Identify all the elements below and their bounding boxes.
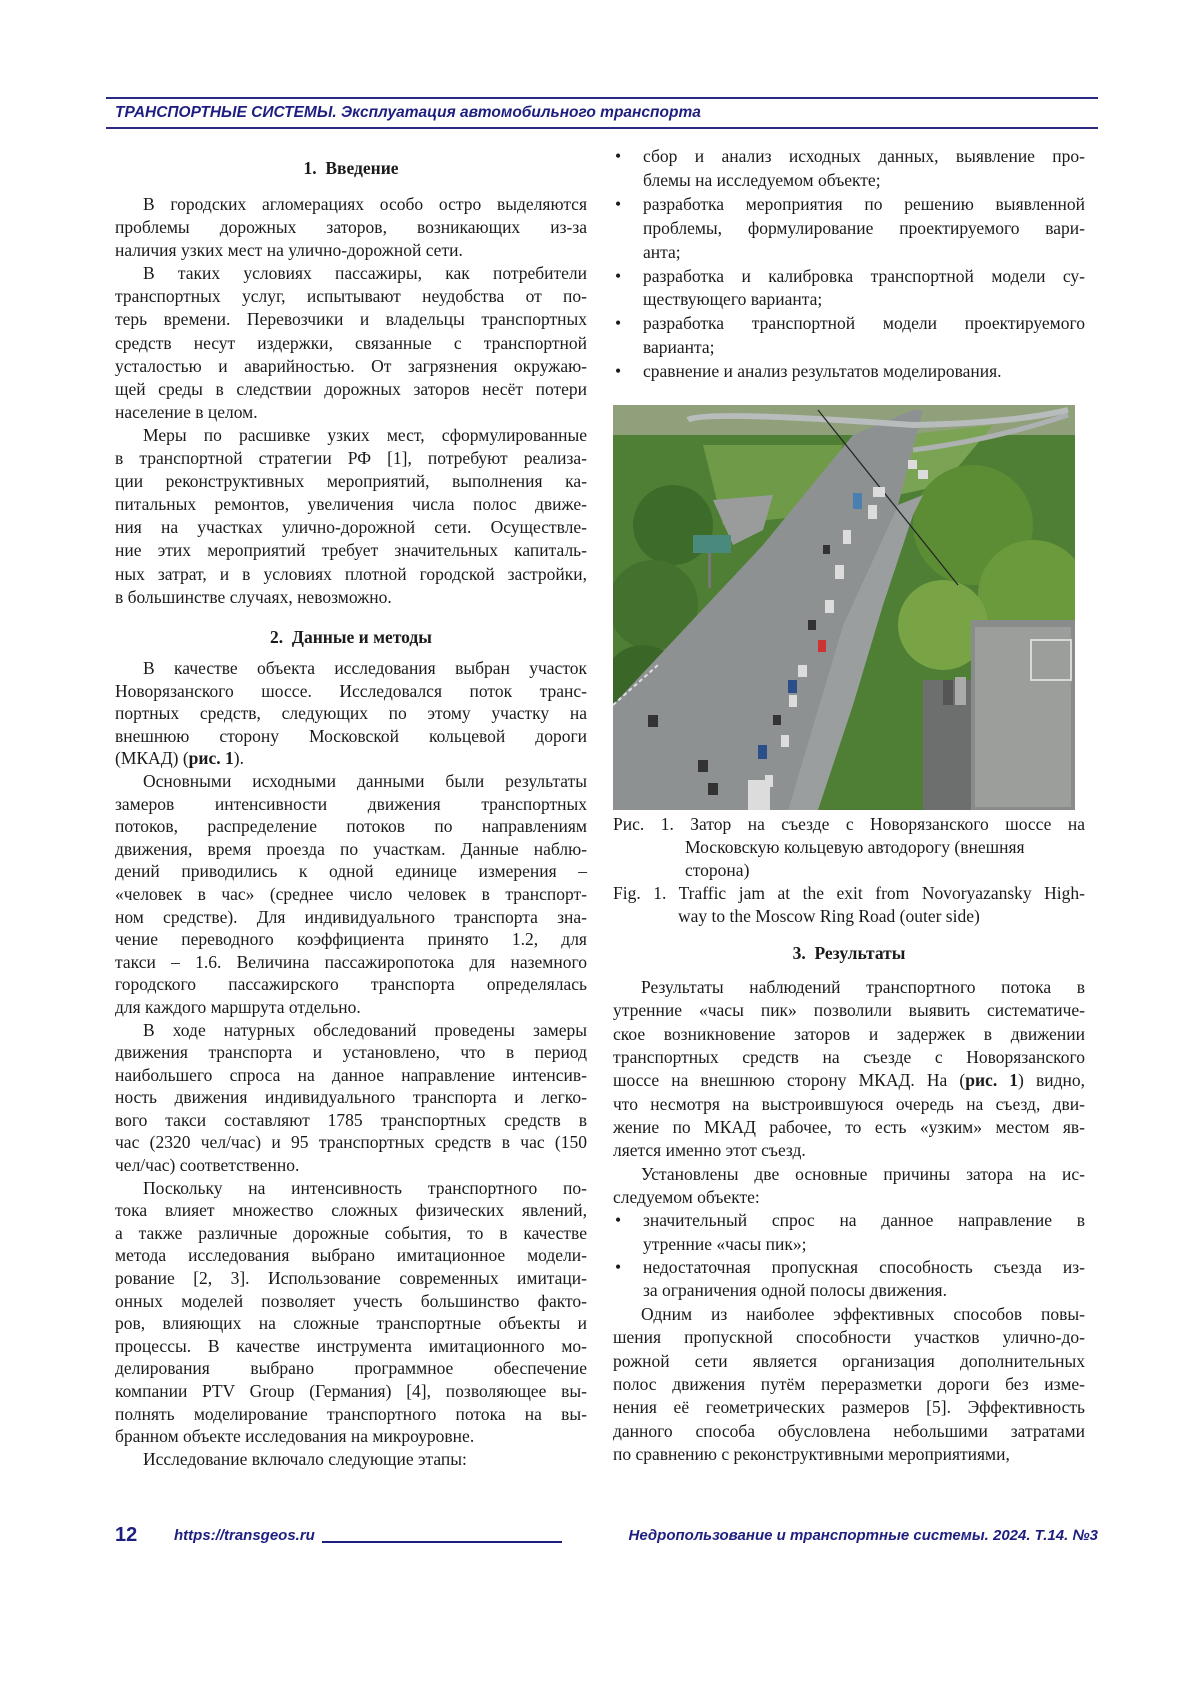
text-line: движения, время проезда по участкам. Данные наблю- [115, 838, 587, 861]
results-paragraphs [613, 976, 1085, 1209]
text-line: Рис. 1. Затор на съезде с Новорязанского шоссе на [613, 813, 1085, 836]
text-line: сторона) [613, 859, 1085, 882]
section-heading-results: 3. Результаты [613, 941, 1085, 965]
text-line: В ходе натурных обследований проведены замеры [115, 1019, 587, 1042]
results-text [613, 976, 1085, 1466]
text-line: питальных ремонтов, увеличения числа полос движе- [115, 493, 587, 516]
text-line: Основными исходными данными были результаты [115, 770, 587, 793]
text-line: полнять моделирование транспортного потока на вы- [115, 1403, 587, 1426]
bullet-icon: • [615, 312, 621, 336]
text-line: утренние «часы пик» позволили выявить систематиче- [613, 999, 1085, 1022]
text-line: Результаты наблюдений транспортного потока в [613, 976, 1085, 999]
text-line: разработка и калибровка транспортной модели су- [643, 265, 1085, 289]
text-line: население в целом. [115, 401, 587, 424]
text-line: варианта; [643, 336, 1085, 360]
text-line: проблемы, формулирование проектируемого вари- [643, 217, 1085, 241]
text-line: наличия узких мест на улично-дорожной сети. [115, 239, 587, 262]
text-line [613, 1069, 1085, 1092]
text-line: компании PTV Group (Германия) [4], позволяющее вы- [115, 1380, 587, 1403]
text-line: метода исследования выбрано имитационное модели- [115, 1244, 587, 1267]
text-line: ров, влияющих на сложные транспортные объекты и [115, 1312, 587, 1335]
text-segment: ). [234, 748, 244, 768]
text-line: разработка транспортной модели проектируемого [643, 312, 1085, 336]
bullet-icon: • [615, 145, 621, 169]
text-line: Одним из наиболее эффективных способов повы- [613, 1303, 1085, 1326]
methods-text [115, 657, 587, 1470]
text-line: дений приводились к одной единице измерения – [115, 860, 587, 883]
text-line: «человек в час» (среднее число человек в транспорт- [115, 883, 587, 906]
results-paragraphs-2 [613, 1303, 1085, 1466]
text-line: данного способа обусловлена небольшими затратами [613, 1420, 1085, 1443]
text-line: движения транспорта и установлено, что в период [115, 1041, 587, 1064]
text-line: за ограничения одной полосы движения. [643, 1279, 1085, 1302]
text-line: для каждого маршрута отдельно. [115, 996, 587, 1019]
text-line: Меры по расшивке узких мест, сформулированные [115, 424, 587, 447]
text-line: сбор и анализ исходных данных, выявление про- [643, 145, 1085, 169]
bullet-icon: • [615, 360, 621, 384]
text-line: Установлены две основные причины затора на ис- [613, 1163, 1085, 1186]
text-line: бранном объекте исследования на микроуровне. [115, 1425, 587, 1448]
text-line [115, 747, 587, 770]
text-line: В таких условиях пассажиры, как потребители [115, 262, 587, 285]
journal-url-link[interactable]: https://transgeos.ru [174, 1527, 315, 1544]
caption-en [613, 882, 1085, 928]
text-line: наибольшего спроса на данное направление интенсив- [115, 1064, 587, 1087]
text-line: чение переводного коэффициента принято 1.2, для [115, 928, 587, 951]
text-line: транспортных средств на съезде с Новорязанского [613, 1046, 1085, 1069]
footer-rule [322, 1541, 562, 1543]
text-line: делирования выбрано программное обеспечение [115, 1357, 587, 1380]
text-line: рование [2, 3]. Использование современных имитаци- [115, 1267, 587, 1290]
stages-list [613, 145, 1085, 384]
figure-caption [613, 813, 1085, 928]
text-line: внешнюю сторону Московской кольцевой дороги [115, 725, 587, 748]
text-line: средств несут издержки, связанные с транспортной [115, 332, 587, 355]
text-line: чел/час) соответственно. [115, 1154, 587, 1177]
caption-ru [613, 813, 1085, 882]
text-line: ность движения индивидуального транспорта и легко- [115, 1086, 587, 1109]
text-line: way to the Moscow Ring Road (outer side) [613, 905, 1085, 928]
bullet-item [613, 145, 1085, 193]
section-heading-intro: 1. Введение [115, 156, 587, 180]
text-line: ское возникновение заторов и задержек в движении [613, 1023, 1085, 1046]
figure-reference: рис. 1 [189, 748, 234, 768]
text-line: Московскую кольцевую автодорогу (внешняя [613, 836, 1085, 859]
text-line: разработка мероприятия по решению выявленной [643, 193, 1085, 217]
intro-text [115, 193, 587, 609]
text-line: Fig. 1. Traffic jam at the exit from Novoryazansky High- [613, 882, 1085, 905]
text-segment: ) видно, [1018, 1070, 1085, 1090]
bullet-item [613, 312, 1085, 360]
text-line: значительный спрос на данное направление в [643, 1209, 1085, 1232]
causes-list [613, 1209, 1085, 1302]
text-line: городского пассажирского транспорта определялась [115, 973, 587, 996]
text-line: Поскольку на интенсивность транспортного по- [115, 1177, 587, 1200]
header-top-rule [106, 97, 1098, 99]
bullet-item [613, 265, 1085, 313]
text-line: по сравнению с реконструктивными мероприятиями, [613, 1443, 1085, 1466]
text-line: процессы. В качестве инструмента имитационного мо- [115, 1335, 587, 1358]
bullet-icon: • [615, 193, 621, 217]
text-line: утренние «часы пик»; [643, 1233, 1085, 1256]
text-line: нения её геометрических размеров [5]. Эффективность [613, 1396, 1085, 1419]
text-line: Исследование включало следующие этапы: [115, 1448, 587, 1471]
text-line: терь времени. Перевозчики и владельцы транспортных [115, 308, 587, 331]
text-line: тока влияет множество сложных физических явлений, [115, 1199, 587, 1222]
text-line: потоков, распределение потоков по направлениям [115, 815, 587, 838]
text-line: ляется именно этот съезд. [613, 1139, 1085, 1162]
text-line: проблемы дорожных заторов, возникающих из-за [115, 216, 587, 239]
text-line: в большинстве случаях, невозможно. [115, 586, 587, 609]
journal-citation: Недропользование и транспортные системы. 2024. Т.14. №3 [629, 1527, 1098, 1544]
text-line: В городских агломерациях особо остро выделяются [115, 193, 587, 216]
text-line: недостаточная пропускная способность съезда из- [643, 1256, 1085, 1279]
bullet-item [613, 1256, 1085, 1303]
text-line: транспортных услуг, испытывают неудобства от по- [115, 285, 587, 308]
text-segment: шоссе на внешнюю сторону МКАД. На ( [613, 1070, 965, 1090]
text-line: ния на участках улично-дорожной сети. Осуществле- [115, 516, 587, 539]
text-line: усталостью и аварийностью. От загрязнения окружаю- [115, 355, 587, 378]
text-line: рожной сети является организация дополнительных [613, 1350, 1085, 1373]
text-line: а также различные дорожные события, то в качестве [115, 1222, 587, 1245]
text-line: вого такси составляют 1785 транспортных средств в [115, 1109, 587, 1132]
figure-1-traffic-photo [613, 405, 1075, 810]
text-line: ции реконструктивных мероприятий, выполнения ка- [115, 470, 587, 493]
text-line: щей среды в следствии дорожных заторов несёт потери [115, 378, 587, 401]
header-bottom-rule [106, 127, 1098, 129]
text-line: сравнение и анализ результатов моделирования. [643, 360, 1085, 384]
text-line: блемы на исследуемом объекте; [643, 169, 1085, 193]
bullet-item [613, 193, 1085, 265]
bullet-icon: • [615, 1256, 621, 1279]
text-line: ние этих мероприятий требует значительных капиталь- [115, 539, 587, 562]
text-line: ществующего варианта; [643, 288, 1085, 312]
bullet-item [613, 360, 1085, 384]
text-line: замеров интенсивности движения транспортных [115, 793, 587, 816]
text-line: такси – 1.6. Величина пассажиропотока для наземного [115, 951, 587, 974]
bullet-icon: • [615, 265, 621, 289]
text-line: что несмотря на выстроившуюся очередь на съезд, дви- [613, 1093, 1085, 1116]
section-heading-methods: 2. Данные и методы [115, 625, 587, 649]
text-line: жение по МКАД рабочее, то есть «узким» местом яв- [613, 1116, 1085, 1139]
figure-reference: рис. 1 [965, 1070, 1018, 1090]
text-line: онных моделей позволяет учесть большинство факто- [115, 1290, 587, 1313]
text-line: портных средств, следующих по этому участку на [115, 702, 587, 725]
bullet-item [613, 1209, 1085, 1256]
page-number: 12 [115, 1524, 137, 1547]
text-line: шения пропускной способности участков улично-до- [613, 1326, 1085, 1349]
text-line: ных затрат, и в условиях плотной городской застройки, [115, 563, 587, 586]
text-line: час (2320 чел/час) и 95 транспортных средств в час (150 [115, 1131, 587, 1154]
text-line: следуемом объекте: [613, 1186, 1085, 1209]
text-line: в транспортной стратегии РФ [1], потребуют реализа- [115, 447, 587, 470]
text-line: ном средстве). Для индивидуального транспорта зна- [115, 906, 587, 929]
text-segment: (МКАД) ( [115, 748, 189, 768]
text-line: Новорязанского шоссе. Исследовался поток транс- [115, 680, 587, 703]
text-line: В качестве объекта исследования выбран участок [115, 657, 587, 680]
running-header: ТРАНСПОРТНЫЕ СИСТЕМЫ. Эксплуатация автомобильного транспорта [115, 104, 701, 122]
text-line: анта; [643, 241, 1085, 265]
text-line: полос движения путём переразметки дороги без изме- [613, 1373, 1085, 1396]
bullet-icon: • [615, 1209, 621, 1232]
